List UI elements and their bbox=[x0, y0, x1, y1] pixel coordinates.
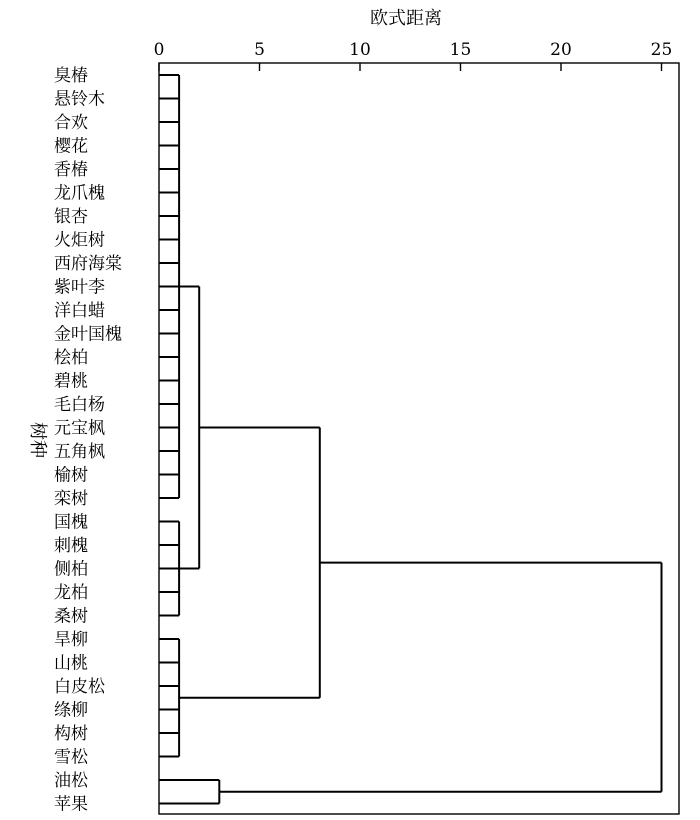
leaf-label: 榆树 bbox=[54, 465, 88, 486]
leaf-label: 苹果 bbox=[54, 794, 88, 815]
x-axis-ticks bbox=[154, 40, 673, 71]
x-tick-label: 15 bbox=[449, 40, 472, 60]
leaf-label: 臭椿 bbox=[54, 66, 88, 86]
y-axis-title: 树种 bbox=[27, 422, 48, 458]
leaf-label: 金叶国槐 bbox=[54, 324, 122, 345]
leaf-label: 樱花 bbox=[54, 136, 88, 157]
leaf-label: 桧柏 bbox=[54, 348, 88, 368]
x-tick-label: 0 bbox=[153, 40, 165, 60]
leaf-label: 桑树 bbox=[54, 606, 88, 627]
dendrogram-links bbox=[159, 75, 662, 804]
x-tick-label: 5 bbox=[254, 40, 265, 60]
leaf-label: 雪松 bbox=[54, 747, 88, 768]
leaf-label: 紫叶李 bbox=[54, 277, 105, 298]
leaf-label: 白皮松 bbox=[54, 677, 105, 697]
leaf-label: 侧柏 bbox=[54, 559, 88, 580]
leaf-label: 银杏 bbox=[54, 207, 88, 227]
leaf-label: 绦柳 bbox=[54, 700, 88, 721]
leaf-label: 碧桃 bbox=[54, 371, 88, 392]
leaf-label: 国槐 bbox=[54, 512, 88, 533]
leaf-label: 悬铃木 bbox=[54, 89, 105, 110]
x-tick-label: 10 bbox=[349, 40, 371, 60]
leaf-label: 构树 bbox=[54, 724, 88, 744]
x-tick-label: 20 bbox=[550, 40, 572, 60]
leaf-label: 油松 bbox=[54, 771, 88, 791]
leaf-label: 香椿 bbox=[54, 160, 88, 180]
leaf-label: 龙柏 bbox=[54, 583, 88, 603]
leaf-label: 洋白蜡 bbox=[54, 301, 105, 321]
leaf-label: 龙爪槐 bbox=[54, 183, 105, 204]
leaf-label: 栾树 bbox=[54, 489, 88, 509]
leaf-label: 五角枫 bbox=[54, 442, 105, 462]
leaf-label: 山桃 bbox=[54, 653, 88, 674]
x-tick-label: 25 bbox=[650, 40, 673, 60]
leaf-label: 西府海棠 bbox=[54, 254, 122, 274]
leaf-label: 刺槐 bbox=[54, 536, 88, 556]
leaf-label: 合欢 bbox=[54, 113, 88, 133]
leaf-label: 火炬树 bbox=[54, 230, 105, 251]
leaf-label: 旱柳 bbox=[54, 630, 88, 650]
leaf-labels bbox=[54, 66, 122, 815]
x-axis-title: 欧式距离 bbox=[370, 8, 442, 29]
plot-frame bbox=[159, 63, 679, 814]
leaf-label: 毛白杨 bbox=[54, 395, 105, 415]
leaf-label: 元宝枫 bbox=[54, 418, 105, 439]
